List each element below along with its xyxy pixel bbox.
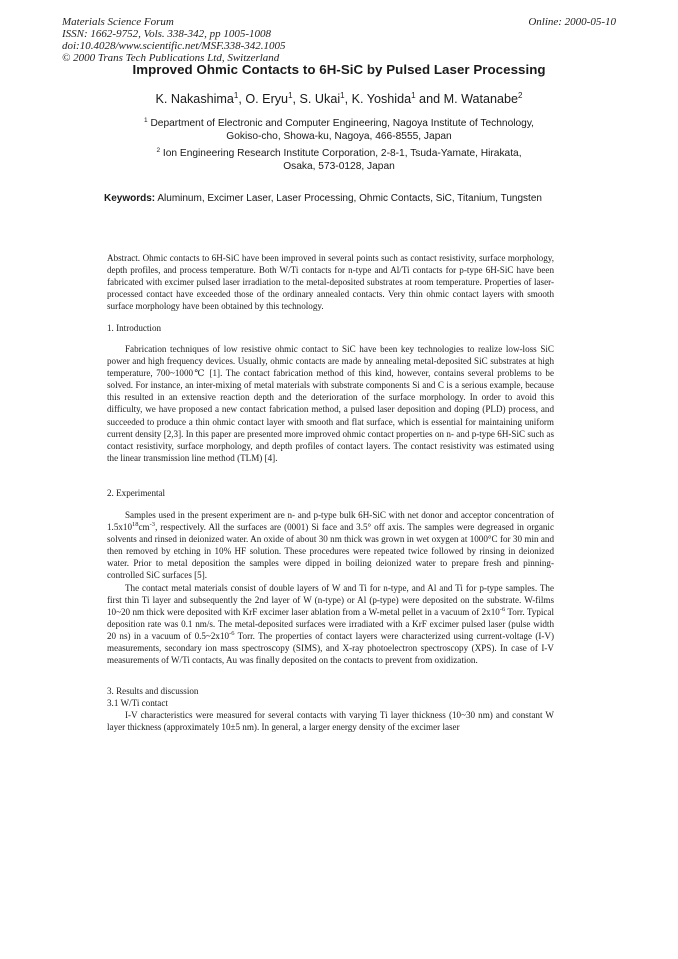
experimental-paragraph-1 <box>107 509 554 582</box>
superscript: -6 <box>229 629 235 637</box>
keywords <box>104 192 574 205</box>
experimental-body <box>107 509 554 666</box>
text-run: Torr. Typical deposition rate was 0.1 nm/s. The metal-deposited surfaces were irradiated with a KrF excimer pulsed laser (pulse width 20 ns) in a vacuum of 0.5~2x10 <box>107 606 554 641</box>
introduction-paragraph: Fabrication techniques of low resistive ohmic contact to SiC have been key technologies to realize low-loss SiC power and high frequency devices. Usually, ohmic contacts are made by annealing metal-deposited SiC substrates at high temperature, 700~1000℃ [1]. The contact fabrication method of this kind, however, contains several problems to be solved. For instance, an inter-mixing of metal materials with substrate components Si and C is a serious example, because this resulted in an extensive reaction depth and the deterioration of the surface morphology. In order to avoid this difficulty, we have proposed a new contact fabrication method, a pulsed laser deposition and doping (PLD) process, and succeeded to produce a thin ohmic contact layer with smooth and flat surface, which is essential for maintaining uniform current density [2,3]. In this paper are presented more improved ohmic contact properties on n- and p-type 6H-SiC such as contact resistivity, surface morphology, and depth profiles of contact layers. The contact resistivity was estimated using the linear transmission line method (TLM) [4]. <box>107 344 554 463</box>
superscript: -3 <box>149 521 156 529</box>
paper-title: Improved Ohmic Contacts to 6H-SiC by Pulsed Laser Processing <box>132 62 546 77</box>
section-heading-experimental: 2. Experimental <box>107 488 166 498</box>
text-run: The contact metal materials consist of double layers of W and Ti for n-type, and Al and Ti for p-type samples. The first thin Ti layer and subsequently the 2nd layer of W (n-type) or Al (p-type) were deposited on the substrate. W-films 10~20 nm thick were deposited with KrF excimer laser ablation from a W-metal pellet in a vacuum of 2x10 <box>107 582 554 617</box>
introduction-body <box>107 343 554 464</box>
results-paragraph: I-V characteristics were measured for several contacts with varying Ti layer thickness (10~30 nm) and constant W layer thickness (approximately 10±5 nm). In general, a larger energy density of the excimer laser <box>107 710 554 733</box>
affiliation-number: 2 <box>156 147 161 154</box>
superscript: 18 <box>132 521 139 529</box>
keywords-text: Aluminum, Excimer Laser, Laser Processing, Ohmic Contacts, SiC, Titanium, Tungsten <box>157 193 542 204</box>
author-affiliation-mark: 1 <box>340 91 345 100</box>
affiliation-number: 1 <box>143 117 148 124</box>
author-affiliation-mark: 1 <box>288 91 293 100</box>
text-run: Samples used in the present experiment are n- and p-type bulk 6H-SiC with net donor and acceptor concentration of 1.5x10 <box>107 510 554 533</box>
abstract <box>107 252 554 312</box>
affiliation-line: Gokiso-cho, Showa-ku, Nagoya, 466-8555, Japan <box>226 131 452 142</box>
author-name: M. Watanabe <box>443 92 519 106</box>
affiliation-line: Osaka, 573-0128, Japan <box>283 161 395 172</box>
abstract-text: Abstract. Ohmic contacts to 6H-SiC have been improved in several points such as contact resistivity, surface morphology, depth profiles, and process temperature. Both W/Ti contacts for n-type and Al/Ti contacts for p-type 6H-SiC have been fabricated with excimer pulsed laser irradiation to the metal-deposited substrates at room temperature. Properties of laser-processed contact have exceeded those of the ordinary annealed contacts. Very thin ohmic contact layers with smooth surface morphology have been obtained by this technology. <box>107 253 554 312</box>
issn-line: ISSN: 1662-9752, Vols. 338-342, pp 1005-1008 <box>62 28 271 40</box>
results-body <box>107 709 554 733</box>
author-name: S. Ukai <box>299 92 341 106</box>
section-heading-results: 3. Results and discussion <box>107 686 199 696</box>
author-affiliation-mark: 1 <box>411 91 416 100</box>
online-date: Online: 2000-05-10 <box>528 16 616 28</box>
text-run: , respectively. All the surfaces are (0001) Si face and 3.5° off axis. The samples were degreased in organic solvents and rinsed in deionized water. An oxide of about 30 nm thick was grown in wet oxygen at 1000°C for 30 min and then removed by etching in 10% HF solution. These procedures were repeated twice followed by rinsing in deionized water. Prior to metal deposition the samples were dipped in boiling deionized water to prepare fresh and pinning-controlled SiC surfaces [5]. <box>107 522 554 581</box>
author-separator: and <box>415 92 444 106</box>
text-run: cm <box>138 522 150 533</box>
doi-line: doi:10.4028/www.scientific.net/MSF.338-342.1005 <box>62 40 286 52</box>
superscript: -6 <box>499 605 506 613</box>
affiliation-line: Department of Electronic and Computer Engineering, Nagoya Institute of Technology, <box>150 118 535 129</box>
author-name: K. Nakashima <box>155 92 234 106</box>
author-separator: , <box>238 92 246 106</box>
journal-name: Materials Science Forum <box>62 16 174 28</box>
affiliation-2 <box>0 147 678 173</box>
affiliation-1 <box>0 117 678 143</box>
subsection-heading-wti: 3.1 W/Ti contact <box>107 698 168 708</box>
author-list <box>0 92 678 106</box>
author-separator: , <box>344 92 352 106</box>
author-affiliation-mark: 1 <box>233 91 239 100</box>
author-affiliation-mark: 2 <box>518 91 523 100</box>
author-separator: , <box>292 92 300 106</box>
copyright-line: © 2000 Trans Tech Publications Ltd, Switzerland <box>62 52 280 64</box>
affiliation-line: Ion Engineering Research Institute Corporation, 2-8-1, Tsuda-Yamate, Hirakata, <box>162 148 522 159</box>
keywords-label: Keywords: <box>104 193 156 204</box>
section-heading-introduction: 1. Introduction <box>107 323 162 333</box>
author-name: O. Eryu <box>245 92 289 106</box>
citation-header <box>62 16 286 64</box>
experimental-paragraph-2 <box>107 582 554 667</box>
text-run: Torr. The properties of contact layers were characterized using current-voltage (I-V) measurements, secondary ion mass spectroscopy (SIMS), and X-ray photoelectron spectroscopy (XPS). In case of I-V measurements of W/Ti contacts, Au was finally deposited on the contacts to prevent from oxidization. <box>107 630 554 666</box>
author-name: K. Yoshida <box>351 92 412 106</box>
